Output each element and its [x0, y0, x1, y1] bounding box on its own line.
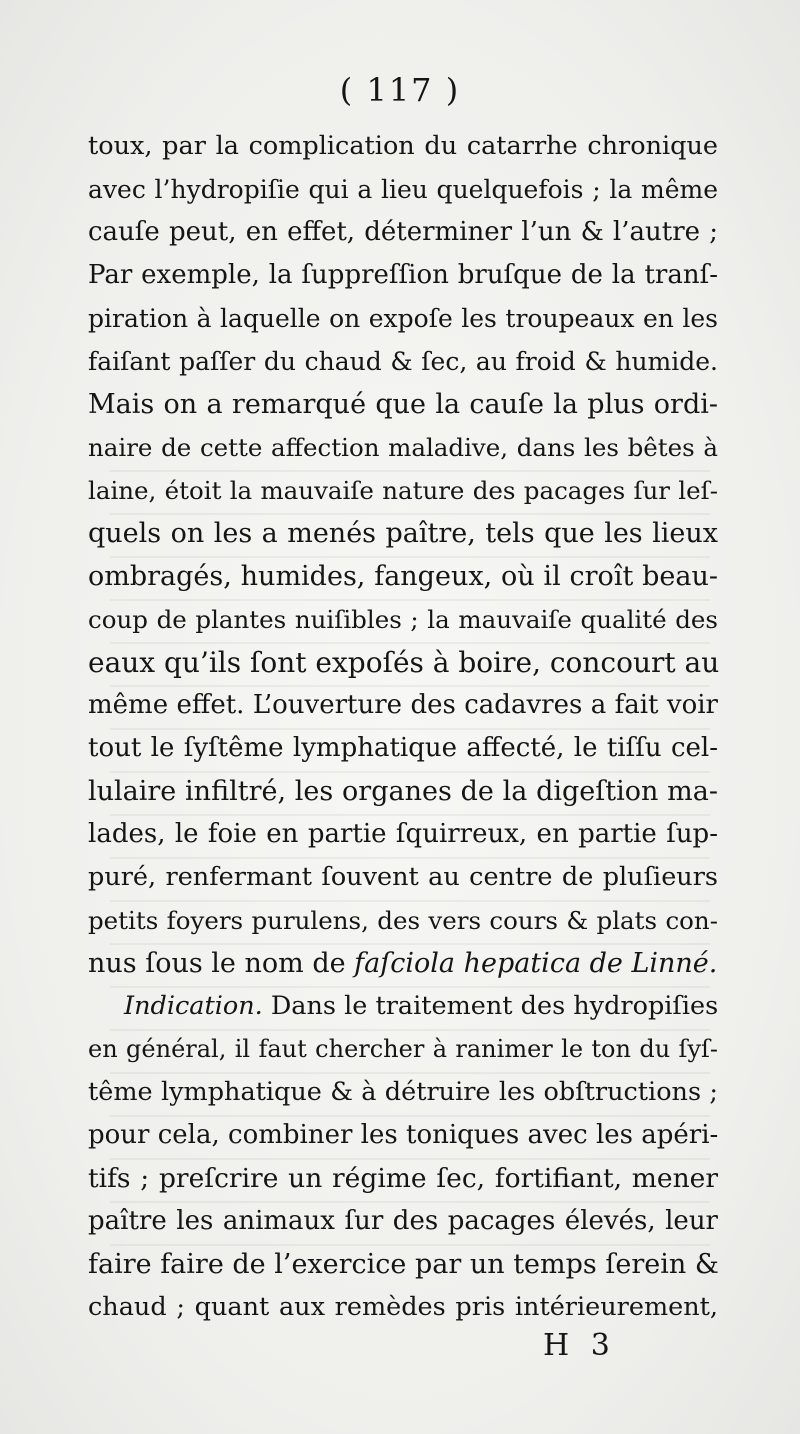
page-number: ( 117 ): [339, 71, 461, 109]
text-line: paître les animaux ſur des pacages élevés, leur: [88, 1206, 718, 1236]
text-line: toux, par la complication du catarrhe chronique: [88, 131, 718, 161]
text-line: avec l’hydropiſie qui a lieu quelquefois ; la même: [88, 175, 718, 204]
text-line: puré, renfermant ſouvent au centre de pluſieurs: [88, 862, 718, 892]
text-run: nus ſous le nom de: [88, 948, 355, 979]
text-line: petits foyers purulens, des vers cours & plats con-: [88, 906, 718, 935]
text-line: naire de cette affection maladive, dans les bêtes à: [88, 433, 718, 462]
text-line: en général, il faut chercher à ranimer le ton du ſyſ-: [88, 1035, 718, 1063]
text-line: eaux qu’ils ſont expoſés à boire, concourt au: [88, 646, 720, 679]
text-line: tême lymphatique & à détruire les obſtructions ;: [88, 1077, 718, 1107]
signature-mark: H 3: [543, 1328, 616, 1363]
text-line: Par exemple, la ſuppreſſion bruſque de la tranſ-: [88, 260, 718, 290]
text-line: lades, le foie en partie ſquirreux, en partie ſup-: [88, 819, 718, 849]
text-line: coup de plantes nuiſibles ; la mauvaiſe qualité des: [88, 605, 718, 634]
text-line: chaud ; quant aux remèdes pris intérieurement,: [88, 1292, 718, 1322]
text-line: tout le ſyſtême lymphatique affecté, le tiſſu cel-: [88, 733, 718, 763]
section-heading-italic: Indication.: [124, 991, 263, 1021]
text-line: même effet. L’ouverture des cadavres a fait voir: [88, 690, 718, 720]
species-name-italic: faſciola hepatica de Linné.: [354, 948, 718, 979]
text-line-paragraph-start: [88, 985, 718, 1028]
text-line-paragraph-end: [88, 942, 718, 985]
body-text: [88, 125, 718, 1329]
text-line: faire faire de l’exercice par un temps ſerein &: [88, 1249, 719, 1280]
text-line: lulaire infiltré, les organes de la digeſtion ma-: [88, 776, 718, 807]
text-run: Dans le traitement des hydropiſies: [262, 991, 719, 1021]
text-line: ombragés, humides, fangeux, où il croît beau-: [88, 561, 718, 592]
text-line: pour cela, combiner les toniques avec les apéri-: [88, 1120, 719, 1150]
text-line: piration à laquelle on expoſe les troupeaux en les: [88, 304, 718, 333]
text-line: Mais on a remarqué que la cauſe la plus ordi-: [88, 389, 718, 420]
text-line: laine, étoit la mauvaiſe nature des pacages ſur leſ-: [88, 476, 718, 505]
text-line: quels on les a menés paître, tels que les lieux: [88, 518, 718, 549]
text-line: faiſant paſſer du chaud & ſec, au froid & humide.: [88, 347, 718, 376]
text-line: cauſe peut, en effet, déterminer l’un & l’autre ;: [88, 217, 718, 247]
text-line: tifs ; preſcrire un régime ſec, fortifiant, mener: [88, 1163, 718, 1194]
